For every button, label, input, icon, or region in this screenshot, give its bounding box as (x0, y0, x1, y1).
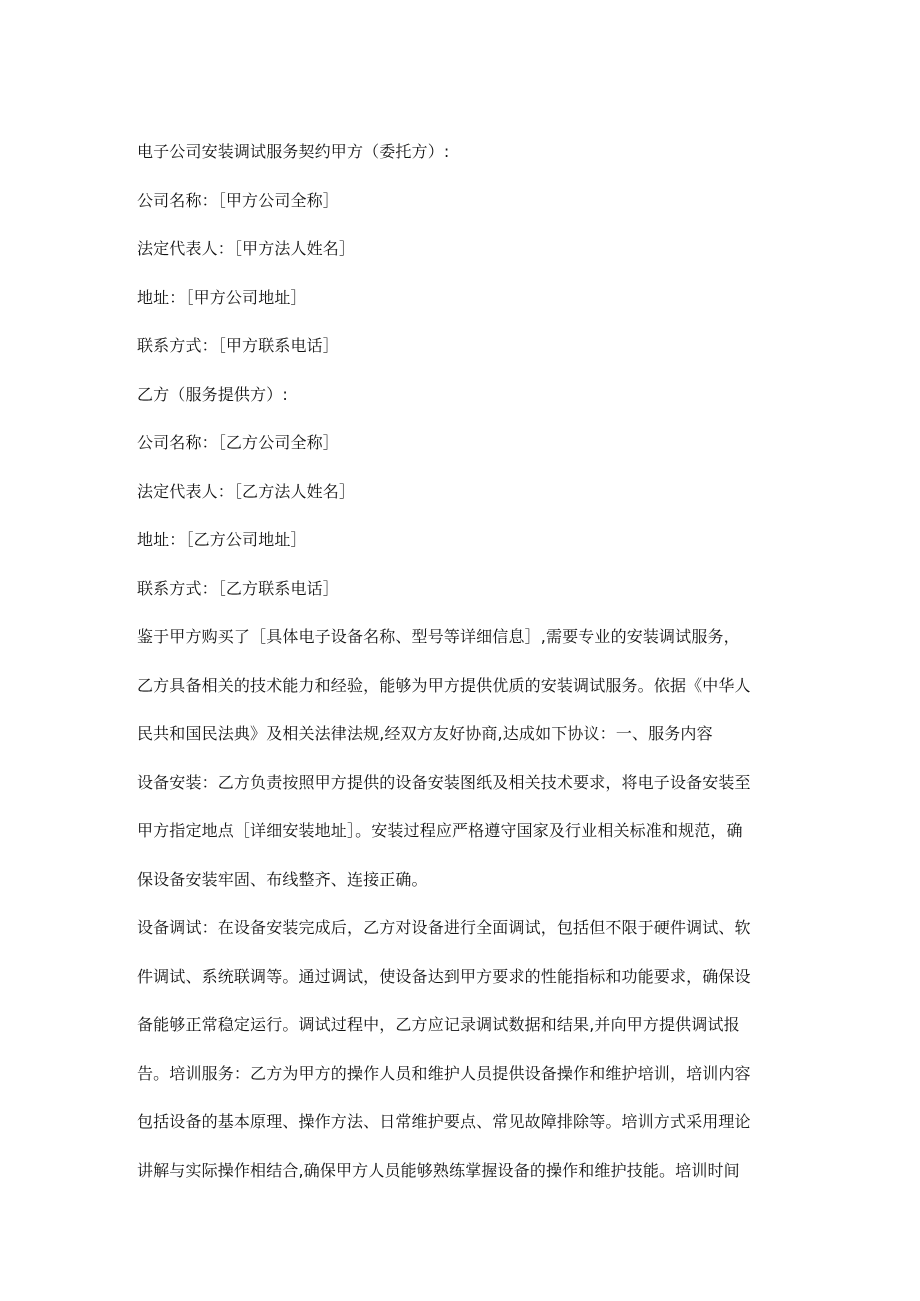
document-body (137, 128, 787, 1195)
installation-clause-line: 保设备安装牢固、布线整齐、连接正确。 (137, 869, 428, 889)
contract-title-line: 电子公司安装调试服务契约甲方（委托方）: (137, 142, 450, 161)
training-clause-line: 包括设备的基本原理、操作方法、日常维护要点、常见故障排除等。培训方式采用理论 (137, 1112, 751, 1131)
party-b-legal-representative: 法定代表人：［乙方法人姓名］ (137, 481, 356, 501)
training-clause-line: 讲解与实际操作相结合,确保甲方人员能够熟练掌握设备的操作和维护技能。培训时间 (137, 1160, 740, 1180)
debugging-clause-line: 设备调试：在设备安装完成后，乙方对设备进行全面调试，包括但不限于硬件调试、软 (137, 918, 751, 937)
party-b-company-name: 公司名称：［乙方公司全称］ (137, 433, 339, 452)
debugging-clause-line: 件调试、系统联调等。通过调试，使设备达到甲方要求的性能指标和功能要求，确保设 (137, 966, 751, 986)
party-b-heading: 乙方（服务提供方）: (137, 384, 288, 404)
preamble-line: 民共和国民法典》及相关法律法规,经双方友好协商,达成如下协议：一、服务内容 (137, 724, 713, 743)
preamble-line: 乙方具备相关的技术能力和经验，能够为甲方提供优质的安装调试服务。依据《中华人 (137, 675, 751, 695)
debugging-clause-line: 备能够正常稳定运行。调试过程中，乙方应记录调试数据和结果,并向甲方提供调试报 (137, 1015, 740, 1034)
installation-clause-line: 设备安装：乙方负责按照甲方提供的设备安装图纸及相关技术要求，将电子设备安装至 (137, 772, 751, 792)
installation-clause-line: 甲方指定地点［详细安装地址］。安装过程应严格遵守国家及行业相关标准和规范，确 (137, 821, 743, 840)
party-a-company-name: 公司名称：［甲方公司全称］ (137, 190, 339, 210)
party-a-legal-representative: 法定代表人：［甲方法人姓名］ (137, 239, 356, 258)
party-a-address: 地址：［甲方公司地址］ (137, 287, 307, 307)
training-clause-line: 告。培训服务：乙方为甲方的操作人员和维护人员提供设备操作和维护培训，培训内容 (137, 1063, 751, 1083)
party-b-address: 地址：［乙方公司地址］ (137, 530, 307, 549)
party-b-contact: 联系方式：［乙方联系电话］ (137, 578, 339, 598)
preamble-line: 鉴于甲方购买了［具体电子设备名称、型号等详细信息］,需要专业的安装调试服务， (137, 627, 740, 646)
party-a-contact: 联系方式：［甲方联系电话］ (137, 336, 339, 355)
